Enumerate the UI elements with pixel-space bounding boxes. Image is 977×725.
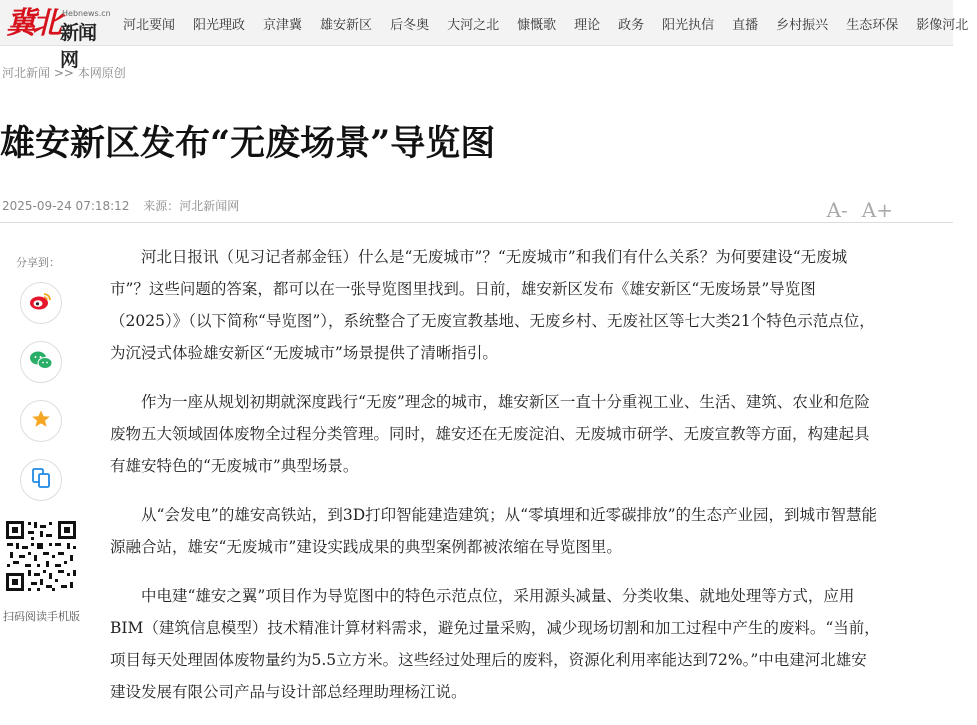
article-body [110,241,880,725]
share-weibo-button[interactable] [20,282,62,324]
nav-item-post-olympics[interactable]: 后冬奥 [390,17,430,33]
nav-item-live[interactable]: 直播 [732,17,759,33]
share-favorite-button[interactable] [20,400,62,442]
article-paragraph: 作为一座从规划初期就深度践行“无废”理念的城市，雄安新区一直十分重视工业、生活、建筑、农业和危险废物五大领域固体废物全过程分类管理。同时，雄安还在无废淀泊、无废城市研学、无废宣教等方面，构建起具有雄安特色的“无废城市”典型场景。 [110,393,870,475]
nav-item-dahe-north[interactable]: 大河之北 [447,17,500,33]
article-meta [2,197,249,214]
favorite-icon [31,409,51,433]
weibo-icon [29,291,53,315]
logo-url: Hebnews.cn [62,9,111,18]
logo-script: 冀北 [6,6,58,41]
nav-item-hebei-images[interactable]: 影像河北 [916,17,969,33]
article-paragraph: 中电建“雄安之翼”项目作为导览图中的特色示范点位，采用源头减量、分类收集、就地处理等方式，应用BIM（建筑信息模型）技术精准计算材料需求，避免过量采购，减少现场切割和加工过程中产生的废料。“当前，项目每天处理固体废物量约为5.5立方米。这些经过处理后的废料，资源化利用率能达到72%。”中电建河北雄安建设发展有限公司产品与设计部总经理助理杨江说。 [110,587,880,701]
article-title: 雄安新区发布“无废场景”导览图 [0,123,496,164]
font-increase-button[interactable]: A+ [861,198,893,222]
article-source: 来源：河北新闻网 [143,199,240,213]
nav-item-rural-revitalization[interactable]: 乡村振兴 [776,17,829,33]
logo-name: 新闻网 [60,22,97,71]
nav-item-sunshine-enforcement[interactable]: 阳光执信 [662,17,715,33]
share-label: 分享到： [16,256,60,269]
header-divider [0,222,953,223]
nav-item-theory[interactable]: 理论 [574,17,601,33]
breadcrumb[interactable]: 河北新闻 >> 本网原创 [2,66,126,80]
top-navigation-bar [0,0,969,71]
nav-item-xiongan[interactable]: 雄安新区 [320,17,373,33]
share-copy-link-button[interactable] [20,459,62,501]
copy-link-icon [31,467,51,493]
nav-item-jingjinji[interactable]: 京津冀 [263,17,303,33]
font-size-controls [827,198,893,222]
nav-item-sunshine-politics[interactable]: 阳光理政 [193,17,246,33]
publish-datetime: 2025-09-24 07:18:12 [2,199,130,213]
font-decrease-button[interactable]: A- [826,198,848,222]
nav-item-ecology[interactable]: 生态环保 [846,17,899,33]
article-paragraph: 河北日报讯（见习记者郝金钰）什么是“无废城市”？“无废城市”和我们有什么关系？为何要建设“无废城市”？这些问题的答案，都可以在一张导览图里找到。日前，雄安新区发布《雄安新区“无废场景”导览图（2025）》（以下简称“导览图”），系统整合了无废宣教基地、无废乡村、无废社区等七大类21个特色示范点位，为沉浸式体验雄安新区“无废城市”场景提供了清晰指引。 [110,248,875,362]
main-nav [114,0,977,46]
nav-item-kangkaige[interactable]: 慷慨歌 [517,17,557,33]
wechat-icon [29,350,53,374]
nav-item-government[interactable]: 政务 [618,17,645,33]
site-logo[interactable] [6,6,111,71]
share-wechat-button[interactable] [20,341,62,383]
nav-item-hebei-news[interactable]: 河北要闻 [123,17,176,33]
qr-code-label: 扫码阅读手机版 [3,610,80,623]
qr-code-image [4,519,78,593]
article-paragraph: 从“会发电”的雄安高铁站，到3D打印智能建造建筑；从“零填埋和近零碳排放”的生态产业园，到城市智慧能源融合站，雄安“无废城市”建设实践成果的典型案例都被浓缩在导览图里。 [110,506,877,556]
qr-code [4,519,78,593]
